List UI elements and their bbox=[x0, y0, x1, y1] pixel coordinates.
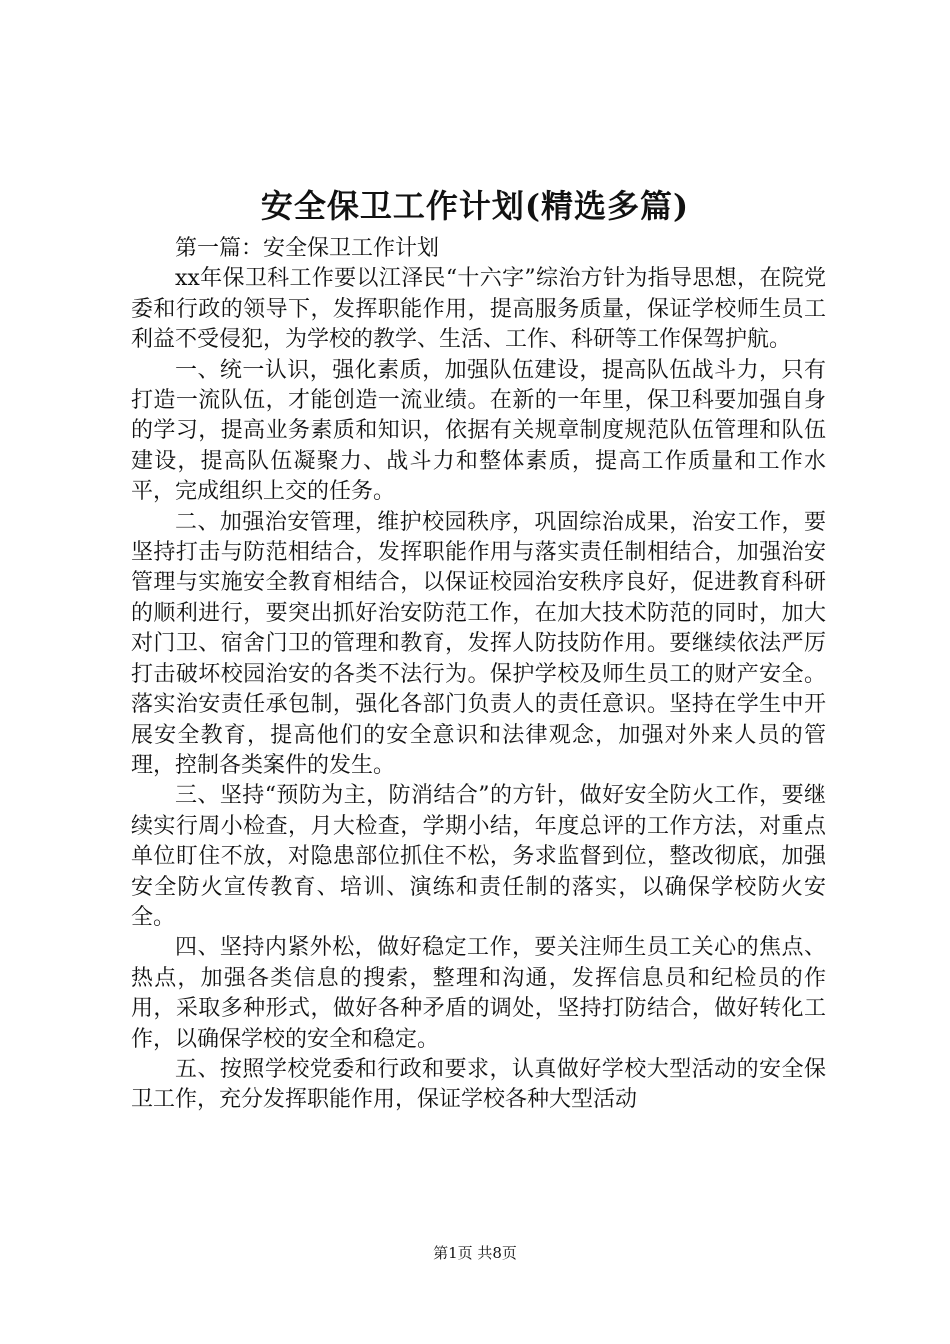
document-title: 安全保卫工作计划(精选多篇) bbox=[260, 187, 690, 225]
paragraph-point-2: 二、加强治安管理，维护校园秩序，巩固综治成果，治安工作，要坚持打击与防范相结合，发挥职能作用与落实责任制相结合，加强治安管理与实施安全教育相结合，以保证校园治安秩序良好，促进教育科研的顺利进行，要突出抓好治安防范工作，在加大技术防范的同时，加大对门卫、宿舍门卫的管理和教育，发挥人防技防作用。要继续依法严厉打击破坏校园治安的各类不法行为。保护学校及师生员工的财产安全。落实治安责任承包制，强化各部门负责人的责任意识。坚持在学生中开展安全教育，提高他们的安全意识和法律观念，加强对外来人员的管理，控制各类案件的发生。 bbox=[131, 509, 826, 778]
paragraph-point-5: 五、按照学校党委和行政和要求，认真做好学校大型活动的安全保卫工作，充分发挥职能作用，保证学校各种大型活动 bbox=[131, 1056, 826, 1113]
paragraph-intro: xx年保卫科工作要以江泽民“十六字”综治方针为指导思想，在院党委和行政的领导下，发挥职能作用，提高服务质量，保证学校师生员工利益不受侵犯，为学校的教学、生活、工作、科研等工作保驾护航。 bbox=[131, 266, 826, 353]
paragraph-point-3: 三、坚持“预防为主，防消结合”的方针，做好安全防火工作，要继续实行周小检查，月大检查，学期小结，年度总评的工作方法，对重点单位盯住不放，对隐患部位抓住不松，务求监督到位，整改彻底，加强安全防火宣传教育、培训、演练和责任制的落实，以确保学校防火安全。 bbox=[131, 783, 826, 930]
paragraph-point-4: 四、坚持内紧外松，做好稳定工作，要关注师生员工关心的焦点、热点，加强各类信息的搜索，整理和沟通，发挥信息员和纪检员的作用，采取多种形式，做好各种矛盾的调处，坚持打防结合，做好转化工作，以确保学校的安全和稳定。 bbox=[131, 935, 826, 1052]
section-heading: 第一篇：安全保卫工作计划 bbox=[175, 236, 440, 261]
page-number: 第1页 共8页 bbox=[433, 1244, 517, 1262]
page-footer bbox=[0, 1243, 950, 1263]
paragraph-point-1: 一、统一认识，强化素质，加强队伍建设，提高队伍战斗力，只有打造一流队伍，才能创造一流业绩。在新的一年里，保卫科要加强自身的学习，提高业务素质和知识，依据有关规章制度规范队伍管理和队伍建设，提高队伍凝聚力、战斗力和整体素质，提高工作质量和工作水平，完成组织上交的任务。 bbox=[131, 357, 826, 505]
document-body bbox=[131, 234, 826, 1116]
